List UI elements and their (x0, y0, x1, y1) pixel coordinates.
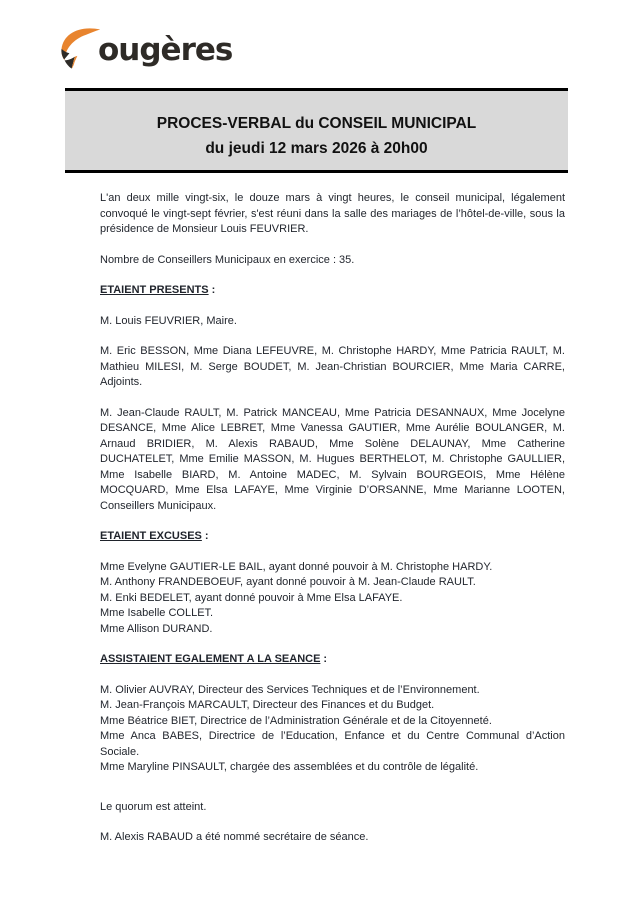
intro-paragraph: L'an deux mille vingt-six, le douze mars à vingt heures, le conseil municipal, légalement convoqué le vingt-sept février, s'est réuni dans la salle des mariages de l’hôtel-de-ville, sous la présidence de Monsieur Louis FEUVRIER. (100, 192, 565, 235)
excuse-line: Mme Evelyne GAUTIER-LE BAIL, ayant donné pouvoir à M. Christophe HARDY. (100, 560, 493, 573)
minutes-body (100, 191, 565, 861)
heading-assistaient-text: ASSISTAIENT EGALEMENT A LA SEANCE (100, 653, 321, 665)
excuse-line: Mme Isabelle COLLET. (100, 607, 214, 619)
logo-wordmark: ougères (98, 31, 233, 68)
title-banner (65, 88, 568, 173)
attendee-line: Mme Anca BABES, Directrice de l’Education, Enfance et du Centre Communal d’Action Sociale. (100, 730, 565, 758)
city-logo (58, 24, 232, 72)
attendee-line: M. Jean-François MARCAULT, Directeur des Finances et du Budget. (100, 699, 435, 711)
mayor-line: M. Louis FEUVRIER, Maire. (100, 314, 237, 327)
heading-assistaient-colon: : (323, 653, 328, 665)
document-title: PROCES-VERBAL du CONSEIL MUNICIPAL (156, 115, 477, 132)
section-heading-assistaient (100, 652, 565, 668)
adjoints-paragraph: M. Eric BESSON, Mme Diana LEFEUVRE, M. Christophe HARDY, Mme Patricia RAULT, M. Mathieu MILESI, M. Serge BOUDET, M. Jean-Christian BOURCIER, Mme Maria CARRE, Adjoints. (100, 345, 565, 388)
conseillers-paragraph: M. Jean-Claude RAULT, M. Patrick MANCEAU, Mme Patricia DESANNAUX, Mme Jocelyne DESANCE, Mme Alice LEBRET, Mme Vanessa GAUTIER, Mme Aurélie BOULANGER, M. Arnaud BRIDIER, M. Alexis RABAUD, Mme Solène DELAUNAY, Mme Catherine DUCHATELET, Mme Emilie MASSON, M. Hugues BERTHELOT, M. Christophe GAULLIER, Mme Isabelle BIARD, M. Antoine MADEC, M. Sylvain BOURGEOIS, Mme Hélène MOCQUARD, Mme Elsa LAFAYE, Mme Virginie D’ORSANNE, Mme Marianne LOOTEN, Conseillers Municipaux. (100, 406, 565, 512)
fougeres-fern-f-icon (58, 25, 102, 71)
attendee-line: M. Olivier AUVRAY, Directeur des Services Techniques et de l’Environnement. (100, 683, 480, 696)
heading-presents-colon: : (211, 284, 216, 296)
secretary-line: M. Alexis RABAUD a été nommé secrétaire de séance. (100, 831, 369, 843)
excuse-line: Mme Allison DURAND. (100, 622, 213, 635)
excuse-line: M. Enki BEDELET, ayant donné pouvoir à Mme Elsa LAFAYE. (100, 591, 403, 604)
section-heading-excuses (100, 529, 565, 545)
attendee-line: Mme Maryline PINSAULT, chargée des assemblées et du contrôle de légalité. (100, 761, 479, 773)
excuses-list (100, 560, 565, 638)
councillors-count-line: Nombre de Conseillers Municipaux en exercice : 35. (100, 253, 355, 266)
quorum-line: Le quorum est atteint. (100, 800, 207, 813)
heading-presents-text: ETAIENT PRESENTS (100, 284, 209, 296)
heading-excuses-text: ETAIENT EXCUSES (100, 530, 202, 542)
attendee-line: Mme Béatrice BIET, Directrice de l’Administration Générale et de la Citoyenneté. (100, 714, 492, 727)
assistaient-list (100, 683, 565, 776)
excuse-line: M. Anthony FRANDEBOEUF, ayant donné pouvoir à M. Jean-Claude RAULT. (100, 576, 476, 588)
closing-block (100, 800, 565, 846)
meeting-datetime: du jeudi 12 mars 2026 à 20h00 (205, 140, 428, 157)
section-heading-presents (100, 283, 565, 299)
heading-excuses-colon: : (204, 530, 209, 542)
